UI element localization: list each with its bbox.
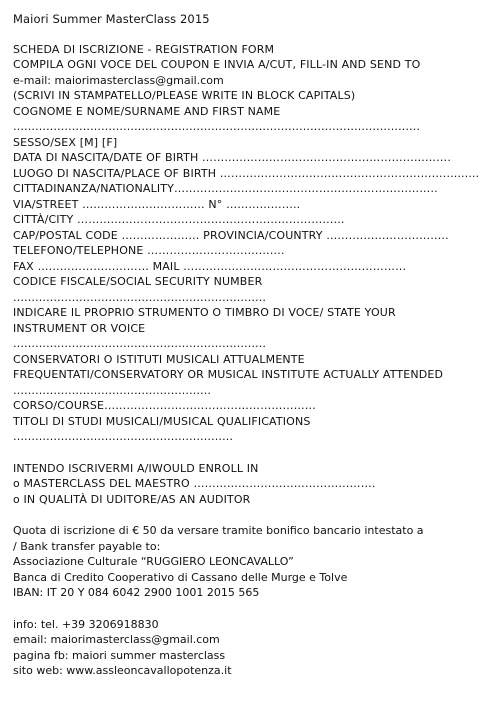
conservatory-fill-line: ……………………………………………… xyxy=(13,383,211,397)
sex-field: SESSO/SEX [M] [F] xyxy=(13,135,118,149)
enroll-option-masterclass: o MASTERCLASS DEL MAESTRO …………………………………………. xyxy=(13,477,376,490)
payment-line-4: Banca di Credito Cooperativo di Cassano delle Murge e Tolve xyxy=(13,570,348,584)
qualifications-fill-line: …………………………………………………… xyxy=(13,430,233,443)
instrument-fill-line: …………………………………………………………… xyxy=(13,337,266,350)
contact-email-line: e-mail: maiorimasterclass@gmail.com xyxy=(13,73,224,87)
qualifications-label: TITOLI DI STUDI MUSICALI/MUSICAL QUALIFICATIONS xyxy=(13,414,311,428)
instrument-label-line-1: INDICARE IL PROPRIO STRUMENTO O TIMBRO DI VOCE/ STATE YOUR xyxy=(13,306,396,319)
instrument-label-line-2: INSTRUMENT OR VOICE xyxy=(13,321,146,335)
contact-email: email: maiorimasterclass@gmail.com xyxy=(13,633,220,646)
city-field: CITTÀ/CITY ……………………………………………………………… xyxy=(13,213,345,226)
payment-iban: IBAN: IT 20 Y 084 6042 2900 1001 2015 565 xyxy=(13,586,260,599)
fax-mail-field: FAX ………………………… MAIL …………………………………………………… xyxy=(13,259,407,273)
course-field: CORSO/COURSE………………………………………………… xyxy=(13,399,316,412)
fiscal-code-fill-line: …………………………………………………………… xyxy=(13,290,266,304)
form-header: SCHEDA DI ISCRIZIONE - REGISTRATION FORM xyxy=(13,42,275,56)
contact-website: sito web: www.assleoncavallopotenza.it xyxy=(13,664,232,677)
payment-line-1: Quota di iscrizione di € 50 da versare tramite bonifico bancario intestato a xyxy=(13,524,424,537)
fiscal-code-label: CODICE FISCALE/SOCIAL SECURITY NUMBER xyxy=(13,275,263,288)
contact-facebook: pagina fb: maiori summer masterclass xyxy=(13,648,226,662)
telephone-field: TELEFONO/TELEPHONE ………………………………. xyxy=(13,244,285,257)
place-of-birth-field: LUOGO DI NASCITA/PLACE OF BIRTH …………………………………………………….......... xyxy=(13,166,480,180)
conservatory-label-line-2: FREQUENTATI/CONSERVATORY OR MUSICAL INSTITUTE ACTUALLY ATTENDED xyxy=(13,368,444,381)
conservatory-label-line-1: CONSERVATORI O ISTITUTI MUSICALI ATTUALMENTE xyxy=(13,352,305,366)
contact-phone: info: tel. +39 3206918830 xyxy=(13,617,159,631)
spacer xyxy=(13,445,482,461)
payment-line-3: Associazione Culturale “RUGGIERO LEONCAVALLO” xyxy=(13,555,294,568)
date-of-birth-field: DATA DI NASCITA/DATE OF BIRTH …………………………………………………………. xyxy=(13,151,451,164)
enroll-heading: INTENDO ISCRIVERMI A/IWOULD ENROLL IN xyxy=(13,461,259,475)
name-label: COGNOME E NOME/SURNAME AND FIRST NAME xyxy=(13,104,281,118)
document-title: Maiori Summer MasterClass 2015 xyxy=(13,12,210,26)
form-instruction: COMPILA OGNI VOCE DEL COUPON E INVIA A/CUT, FILL-IN AND SEND TO xyxy=(13,58,421,71)
enroll-option-auditor: o IN QUALITÀ DI UDITORE/AS AN AUDITOR xyxy=(13,492,251,506)
spacer xyxy=(13,601,482,617)
street-field: VIA/STREET …………………………… N° ……………….. xyxy=(13,197,301,211)
block-capitals-note: (SCRIVI IN STAMPATELLO/PLEASE WRITE IN BLOCK CAPITALS) xyxy=(13,89,356,102)
postal-code-field: CAP/POSTAL CODE ………………… PROVINCIA/COUNTRY …….…………………….. xyxy=(13,228,449,242)
nationality-field: CITTADINANZA/NATIONALITY…………………………………………………………….. xyxy=(13,182,438,195)
payment-line-2: / Bank transfer payable to: xyxy=(13,539,161,553)
spacer xyxy=(13,507,482,523)
name-fill-line: ………………………………………………………………………………………………… xyxy=(13,120,420,133)
